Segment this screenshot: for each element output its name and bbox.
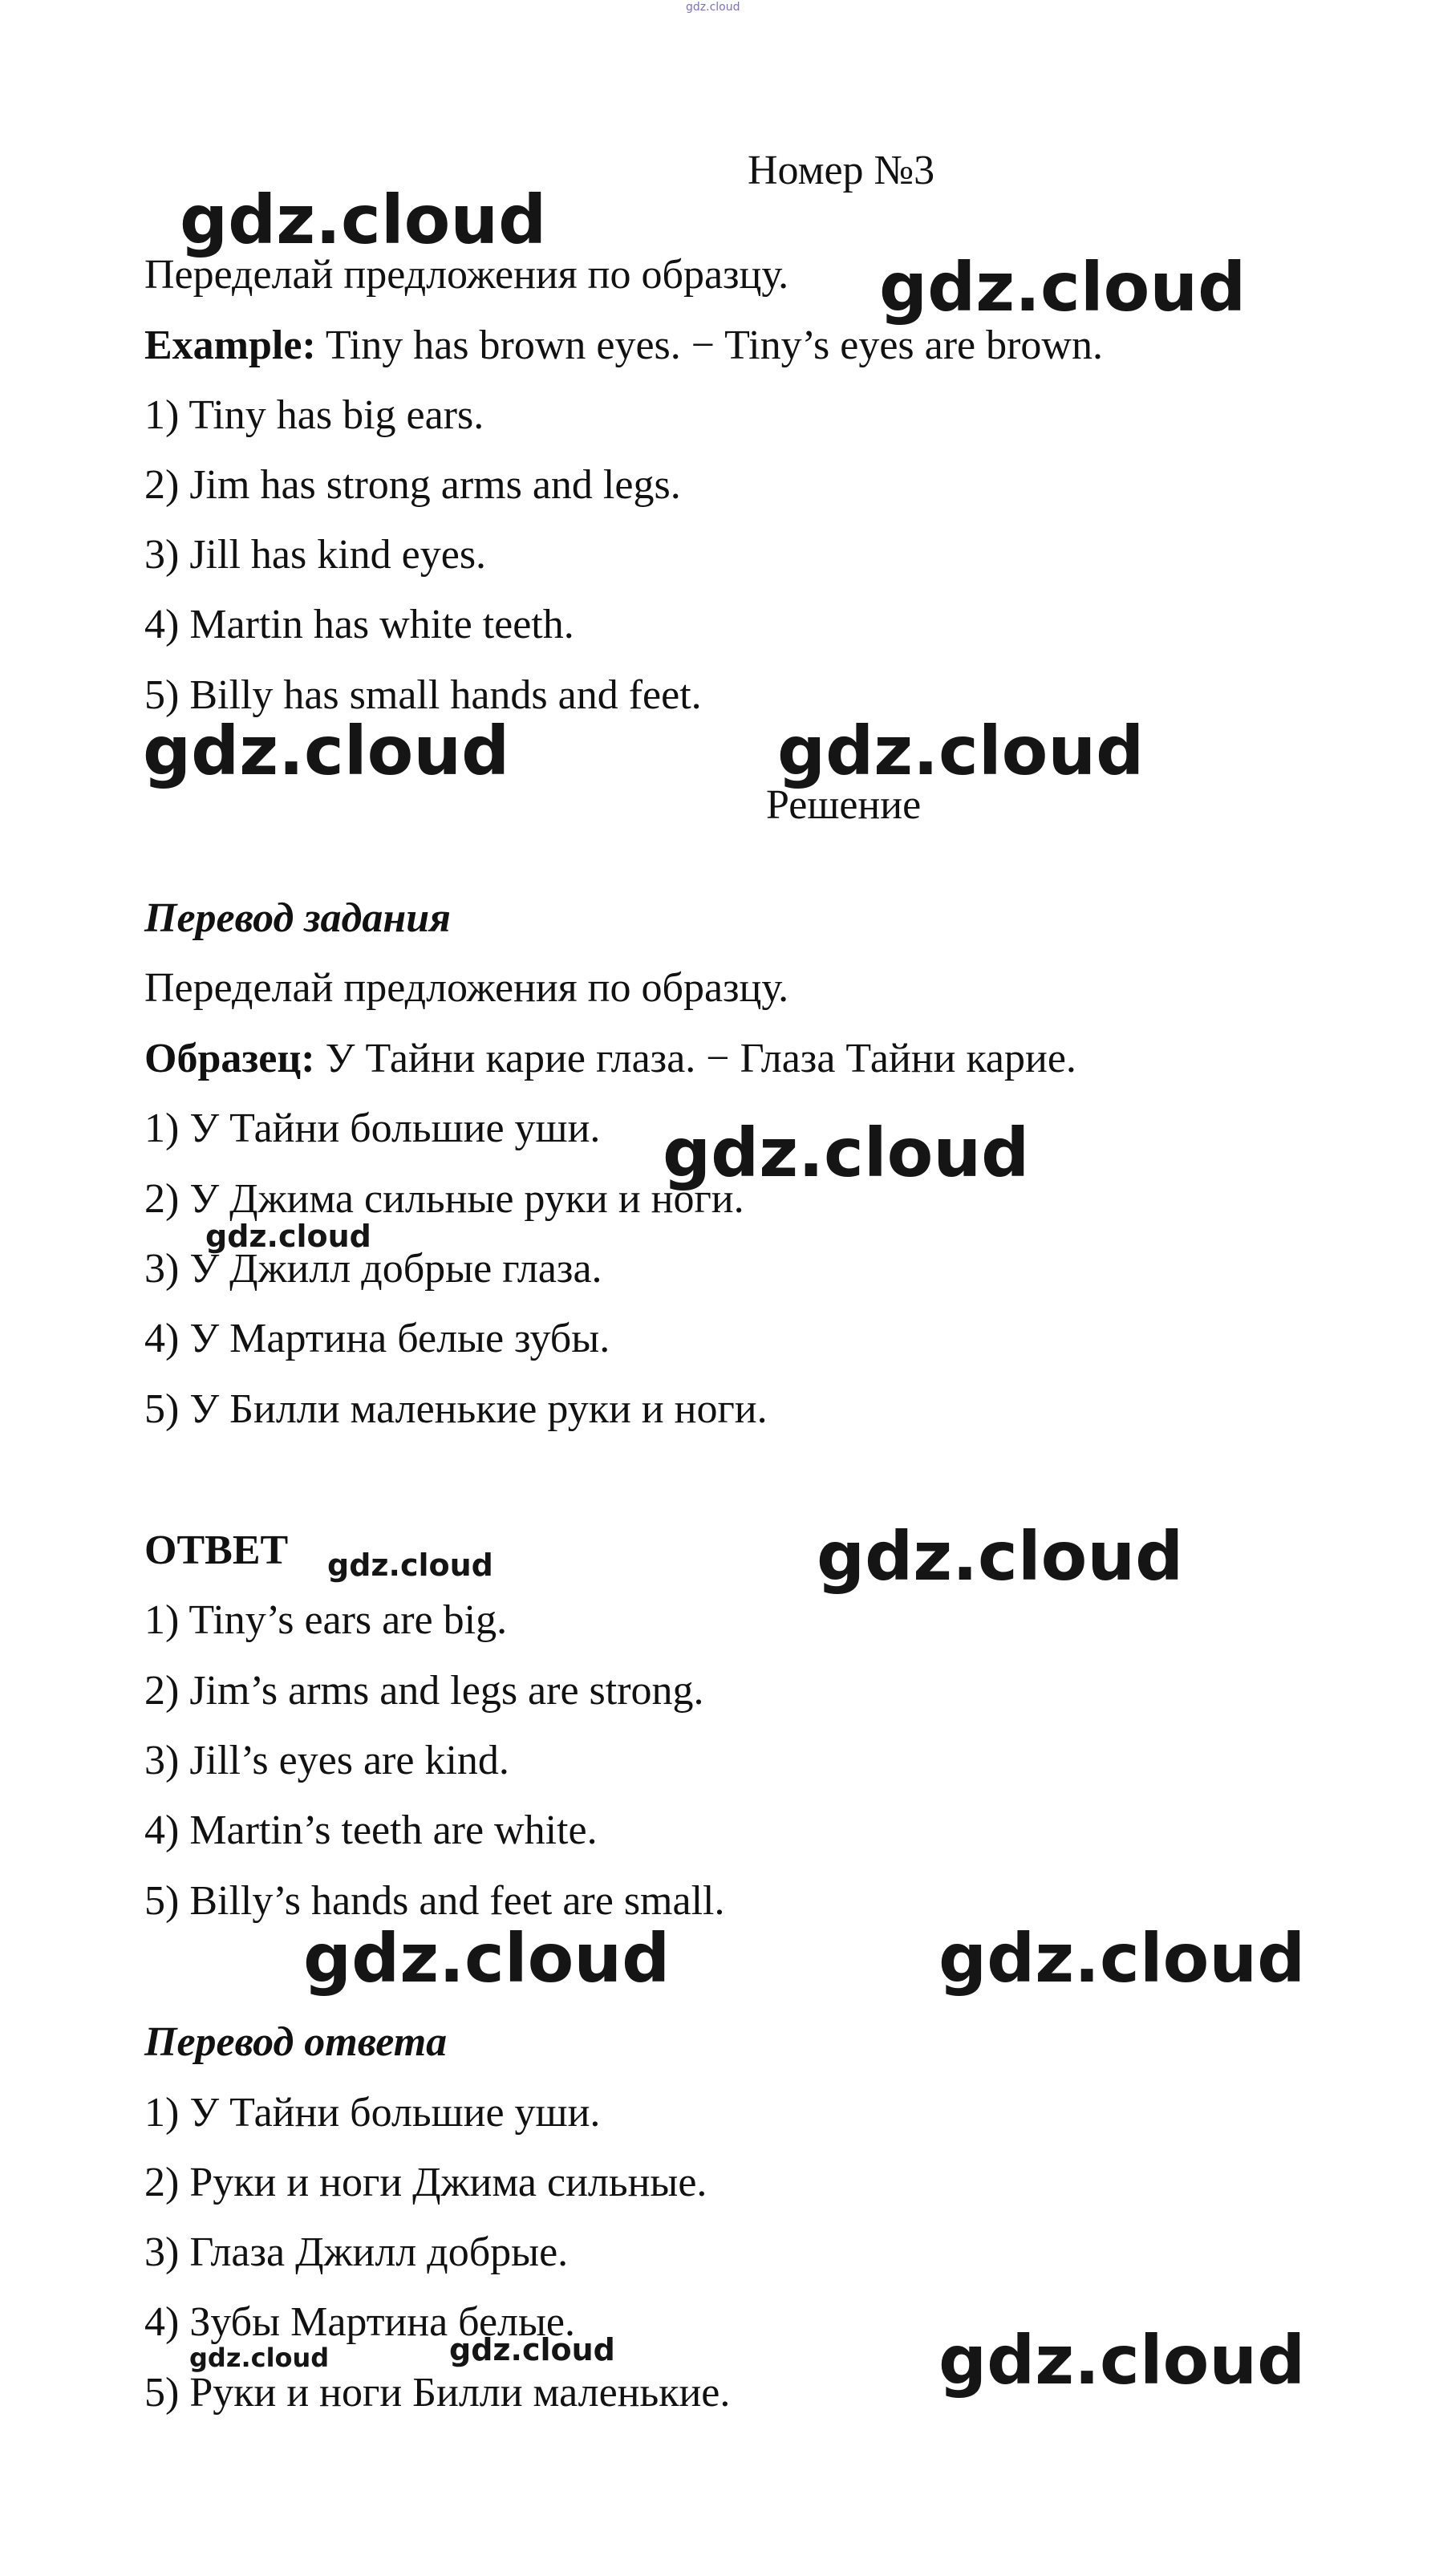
task-translation-item-2: 2) У Джима сильные руки и ноги.	[144, 1176, 744, 1222]
solution-label: Решение	[766, 782, 922, 828]
task-translation-item-3: 3) У Джилл добрые глаза.	[144, 1246, 602, 1292]
watermark: gdz.cloud	[938, 2321, 1306, 2400]
task-item-2: 2) Jim has strong arms and legs.	[144, 462, 681, 508]
watermark: gdz.cloud	[327, 1548, 493, 1583]
task-instruction: Переделай предложения по образцу.	[144, 252, 789, 298]
task-item-5: 5) Billy has small hands and feet.	[144, 672, 702, 718]
answer-translation-item-3: 3) Глаза Джилл добрые.	[144, 2229, 569, 2275]
answer-translation-item-2: 2) Руки и ноги Джима сильные.	[144, 2160, 707, 2205]
task-translation-heading: Перевод задания	[144, 895, 451, 941]
task-translation-item-1: 1) У Тайни большие уши.	[144, 1105, 601, 1151]
task-item-4: 4) Martin has white teeth.	[144, 602, 574, 647]
task-translation-item-4: 4) У Мартина белые зубы.	[144, 1316, 610, 1361]
answer-item-5: 5) Billy’s hands and feet are small.	[144, 1878, 725, 1924]
example-label: Example:	[144, 323, 316, 368]
answer-translation-item-1: 1) У Тайни большие уши.	[144, 2090, 601, 2136]
watermark: gdz.cloud	[180, 181, 547, 259]
answer-translation-heading: Перевод ответа	[144, 2019, 448, 2065]
task-translation-instruction: Переделай предложения по образцу.	[144, 965, 789, 1011]
watermark: gdz.cloud	[663, 1114, 1030, 1192]
answer-item-4: 4) Martin’s teeth are white.	[144, 1807, 598, 1853]
watermark: gdz.cloud	[938, 1919, 1306, 1998]
example-text: Tiny has brown eyes. − Tiny’s eyes are brown.	[325, 323, 1103, 368]
watermark: gdz.cloud	[777, 712, 1145, 790]
task-translation-item-5: 5) У Билли маленькие руки и ноги.	[144, 1386, 768, 1432]
task-item-3: 3) Jill has kind eyes.	[144, 532, 487, 578]
answer-item-3: 3) Jill’s eyes are kind.	[144, 1738, 509, 1783]
answer-item-1: 1) Tiny’s ears are big.	[144, 1597, 508, 1643]
watermark: gdz.cloud	[879, 248, 1247, 327]
watermark: gdz.cloud	[449, 2332, 615, 2367]
watermark: gdz.cloud	[205, 1219, 371, 1254]
watermark: gdz.cloud	[143, 712, 510, 790]
answer-translation-item-4: 4) Зубы Мартина белые.	[144, 2299, 575, 2345]
watermark: gdz.cloud	[189, 2343, 330, 2373]
task-translation-sample	[144, 1034, 1076, 1084]
answer-heading: ОТВЕТ	[144, 1527, 289, 1573]
sample-label: Образец:	[144, 1036, 315, 1081]
watermark: gdz.cloud	[303, 1919, 671, 1998]
sample-text: У Тайни карие глаза. − Глаза Тайни карие.	[325, 1036, 1076, 1081]
watermark: gdz.cloud	[817, 1517, 1184, 1596]
task-number: Номер №3	[748, 148, 935, 193]
answer-item-2: 2) Jim’s arms and legs are strong.	[144, 1668, 704, 1714]
task-item-1: 1) Tiny has big ears.	[144, 392, 484, 438]
task-example	[144, 321, 1103, 371]
watermark-top: gdz.cloud	[686, 1, 740, 14]
answer-translation-item-5: 5) Руки и ноги Билли маленькие.	[144, 2370, 731, 2416]
